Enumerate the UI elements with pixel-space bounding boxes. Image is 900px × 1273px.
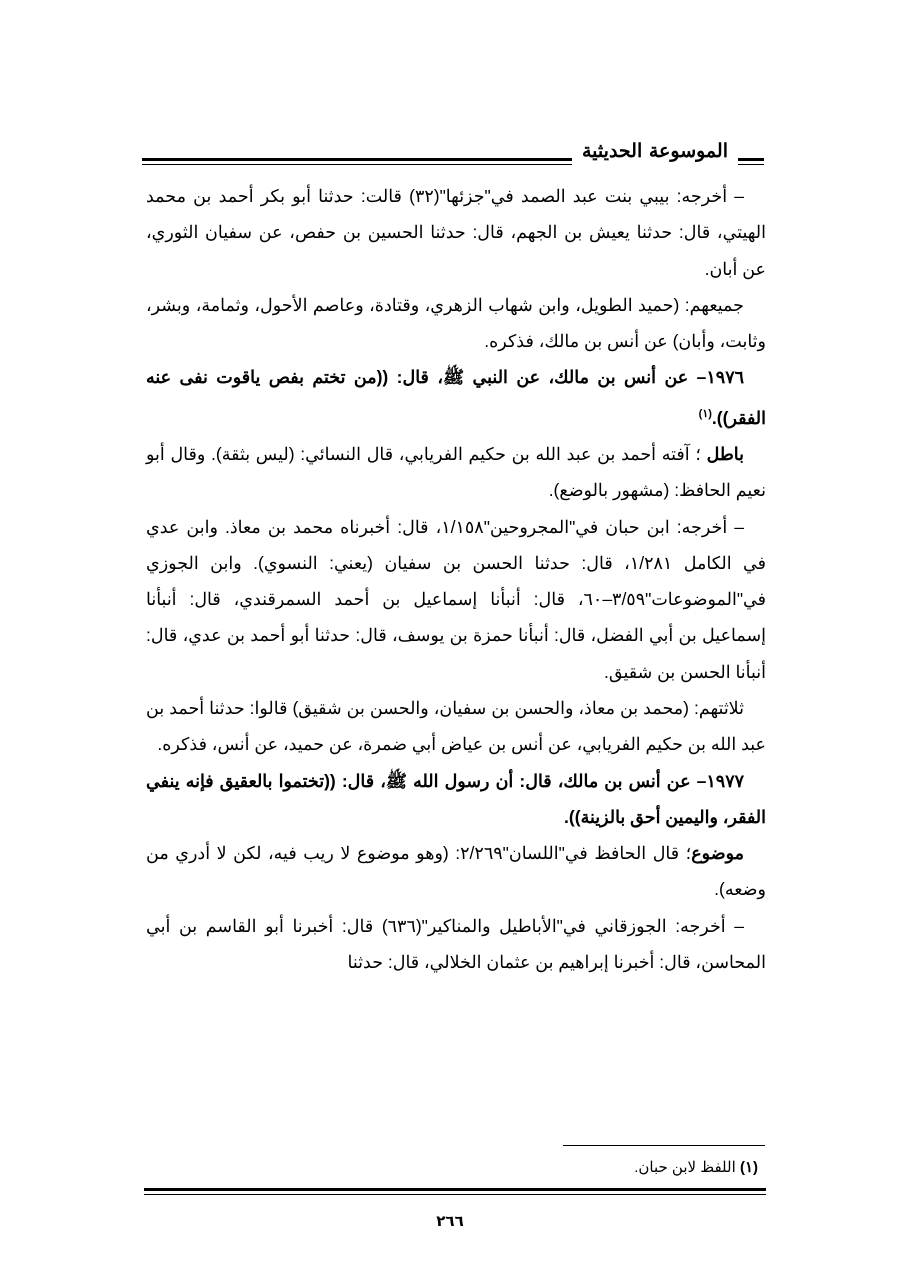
footer-rule-thin bbox=[144, 1194, 766, 1195]
paragraph-takhrij-2: – أخرجه: ابن حبان في"المجروحين"١/١٥٨، قال: أخبرناه محمد بن معاذ. وابن عدي في الكامل ١/٢٨١، قال: حدثنا الحسن بن سفيان (يعني: النسوي). وابن الجوزي في"الموضوعات"٣/٥٩–٦٠، قال: أنبأنا إسماعيل بن أحمد السمرقندي، قال: أنبأنا إسماعيل بن أبي الفضل، قال: أنبأنا حمزة بن يوسف، قال: حدثنا أبو أحمد بن عدي، قال: أنبأنا الحسن بن شقيق. bbox=[146, 516, 766, 682]
paragraph-takhrij-1: – أخرجه: بيبي بنت عبد الصمد في"جزئها"(٣٢) قالت: حدثنا أبو بكر أحمد بن محمد الهيتي، قال: حدثنا يعيش بن الجهم، قال: حدثنا الحسين بن حفص، عن سفيان الثوري، عن أبان. bbox=[146, 186, 766, 279]
footnote-number: (١) bbox=[739, 1159, 758, 1176]
grading-1976-label: باطل bbox=[706, 443, 744, 464]
footer-rule-thick bbox=[144, 1188, 766, 1191]
hadith-1976-text: ١٩٧٦– عن أنس بن مالك، عن النبي ﷺ، قال: ((من تختم بفص ياقوت نفى عنه الفقر)). bbox=[146, 367, 766, 428]
paragraph-jamiuhum: جميعهم: (حميد الطويل، وابن شهاب الزهري، وقتادة، وعاصم الأحول، وثمامة، وبشر، وثابت، وأبان) عن أنس بن مالك، فذكره. bbox=[146, 294, 766, 352]
grading-1977-label: موضوع bbox=[691, 843, 744, 864]
header-title: الموسوعة الحديثية bbox=[572, 136, 738, 166]
grading-1977 bbox=[146, 835, 766, 908]
footnote-reference: (١) bbox=[698, 407, 712, 420]
grading-1976 bbox=[146, 436, 766, 509]
main-text bbox=[146, 178, 766, 980]
grading-1976-text: ؛ آفته أحمد بن عبد الله بن حكيم الفريابي، قال النسائي: (ليس بثقة). وقال أبو نعيم الحافظ: (مشهور بالوضع). bbox=[146, 443, 766, 501]
hadith-1976 bbox=[146, 359, 766, 435]
header-rule-right-segment bbox=[744, 158, 764, 165]
paragraph-takhrij-3: – أخرجه: الجوزقاني في"الأباطيل والمناكير"(٦٣٦) قال: أخبرنا أبو القاسم بن أبي المحاسن، قال: أخبرنا إبراهيم بن عثمان الخلالي، قال: حدثنا bbox=[146, 915, 766, 973]
footnote-separator bbox=[563, 1145, 765, 1146]
paragraph-thalathatuhum: ثلاثتهم: (محمد بن معاذ، والحسن بن سفيان، والحسن بن شقيق) قالوا: حدثنا أحمد بن عبد الله بن حكيم الفريابي، عن أنس بن عياض أبي ضمرة، عن حميد، عن أنس، فذكره. bbox=[146, 697, 766, 755]
running-header bbox=[142, 136, 764, 170]
footnote bbox=[634, 1158, 758, 1176]
grading-1977-text: ؛ قال الحافظ في"اللسان"٢/٢٦٩: (وهو موضوع لا ريب فيه، لكن لا أدري من وضعه). bbox=[146, 843, 766, 900]
hadith-1977: ١٩٧٧– عن أنس بن مالك، قال: أن رسول الله ﷺ، قال: ((تختموا بالعقيق فإنه ينفي الفقر، واليمين أحق بالزينة)). bbox=[146, 770, 766, 827]
footnote-text: اللفظ لابن حبان. bbox=[634, 1159, 736, 1176]
page-number: ٢٦٦ bbox=[436, 1212, 464, 1230]
